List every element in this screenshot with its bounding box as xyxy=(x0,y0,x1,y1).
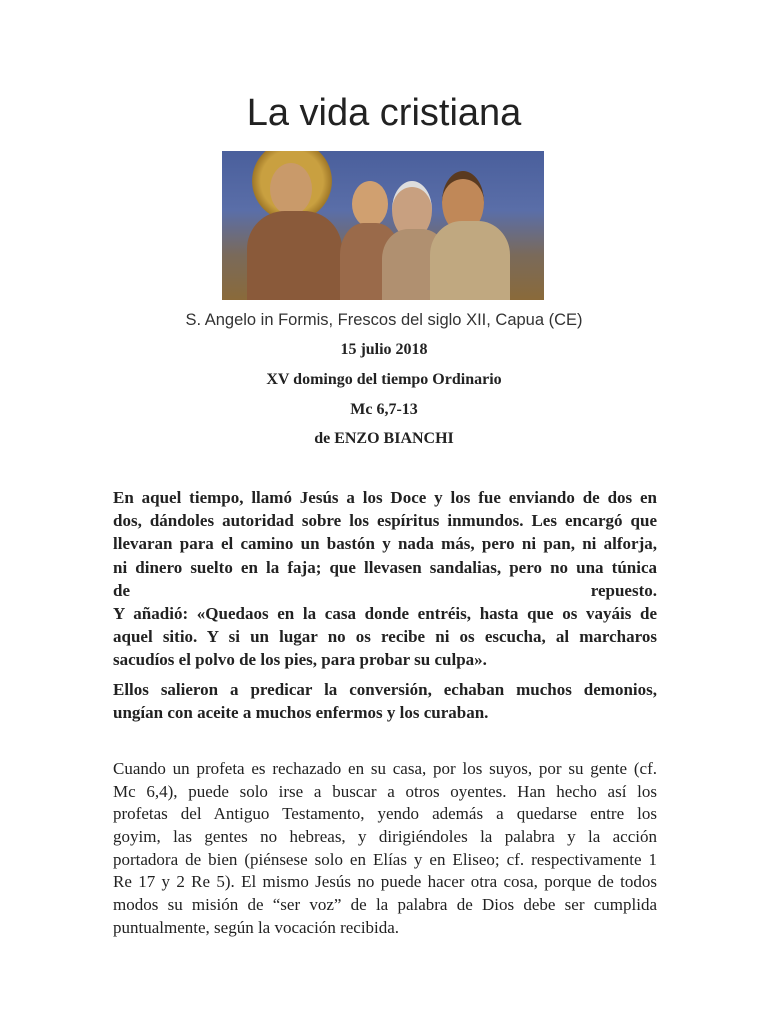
text-line: puntualmente, según la vocación recibida. xyxy=(113,917,400,937)
text-line: Ellos salieron a predicar la conversión, echaban muchos demonios, xyxy=(113,680,657,699)
author: de ENZO BIANCHI xyxy=(314,430,454,447)
text-line: Mc 6,4), puede solo irse a buscar a otros oyentes. Han hecho así los xyxy=(113,781,657,801)
image-caption: S. Angelo in Formis, Frescos del siglo XII, Capua (CE) xyxy=(185,311,583,329)
text-line: Y añadió: «Quedaos en la casa donde entréis, hasta que os vayáis de xyxy=(113,603,657,623)
document-title: La vida cristiana xyxy=(246,92,522,134)
liturgical-day: XV domingo del tiempo Ordinario xyxy=(266,371,502,388)
text-line: dos, dándoles autoridad sobre los espíritus inmundos. Les encargó que xyxy=(113,511,657,531)
text-line: Cuando un profeta es rechazado en su casa, por los suyos, por su gente (cf. xyxy=(113,759,657,778)
text-line: goyim, las gentes no hebreas, y dirigiéndoles la palabra y la acción xyxy=(113,827,657,847)
text-line: llevaran para el camino un bastón y nada más, pero ni pan, ni alforja, xyxy=(113,534,657,554)
text-line: modos su misión de “ser voz” de la palabra de Dios debe ser cumplida xyxy=(113,895,657,915)
commentary-paragraph xyxy=(113,758,657,940)
text-line: ni dinero suelto en la faja; que llevasen sandalias, pero no una túnica xyxy=(113,557,657,577)
text-line: profetas del Antiguo Testamento, yendo además a quedarse entre los xyxy=(113,804,657,824)
gospel-paragraph-2 xyxy=(113,678,657,724)
scripture-reference: Mc 6,7-13 xyxy=(350,401,418,418)
text-line: sacudíos el polvo de los pies, para probar su culpa». xyxy=(113,650,487,670)
gospel-paragraph-1 xyxy=(113,486,657,672)
text-line: En aquel tiempo, llamó Jesús a los Doce y los fue enviando de dos en xyxy=(113,488,657,507)
text-line: ungían con aceite a muchos enfermos y los curaban. xyxy=(113,703,489,723)
text-line: de repuesto. xyxy=(113,580,657,600)
text-line: portadora de bien (piénsese solo en Elías y en Eliseo; cf. respectivamente 1 xyxy=(113,849,657,869)
text-line: aquel sitio. Y si un lugar no os recibe ni os escucha, al marcharos xyxy=(113,627,657,647)
fresco-image xyxy=(222,151,544,300)
date: 15 julio 2018 xyxy=(340,341,428,358)
text-line: Re 17 y 2 Re 5). El mismo Jesús no puede hacer otra cosa, porque de todos xyxy=(113,872,657,892)
